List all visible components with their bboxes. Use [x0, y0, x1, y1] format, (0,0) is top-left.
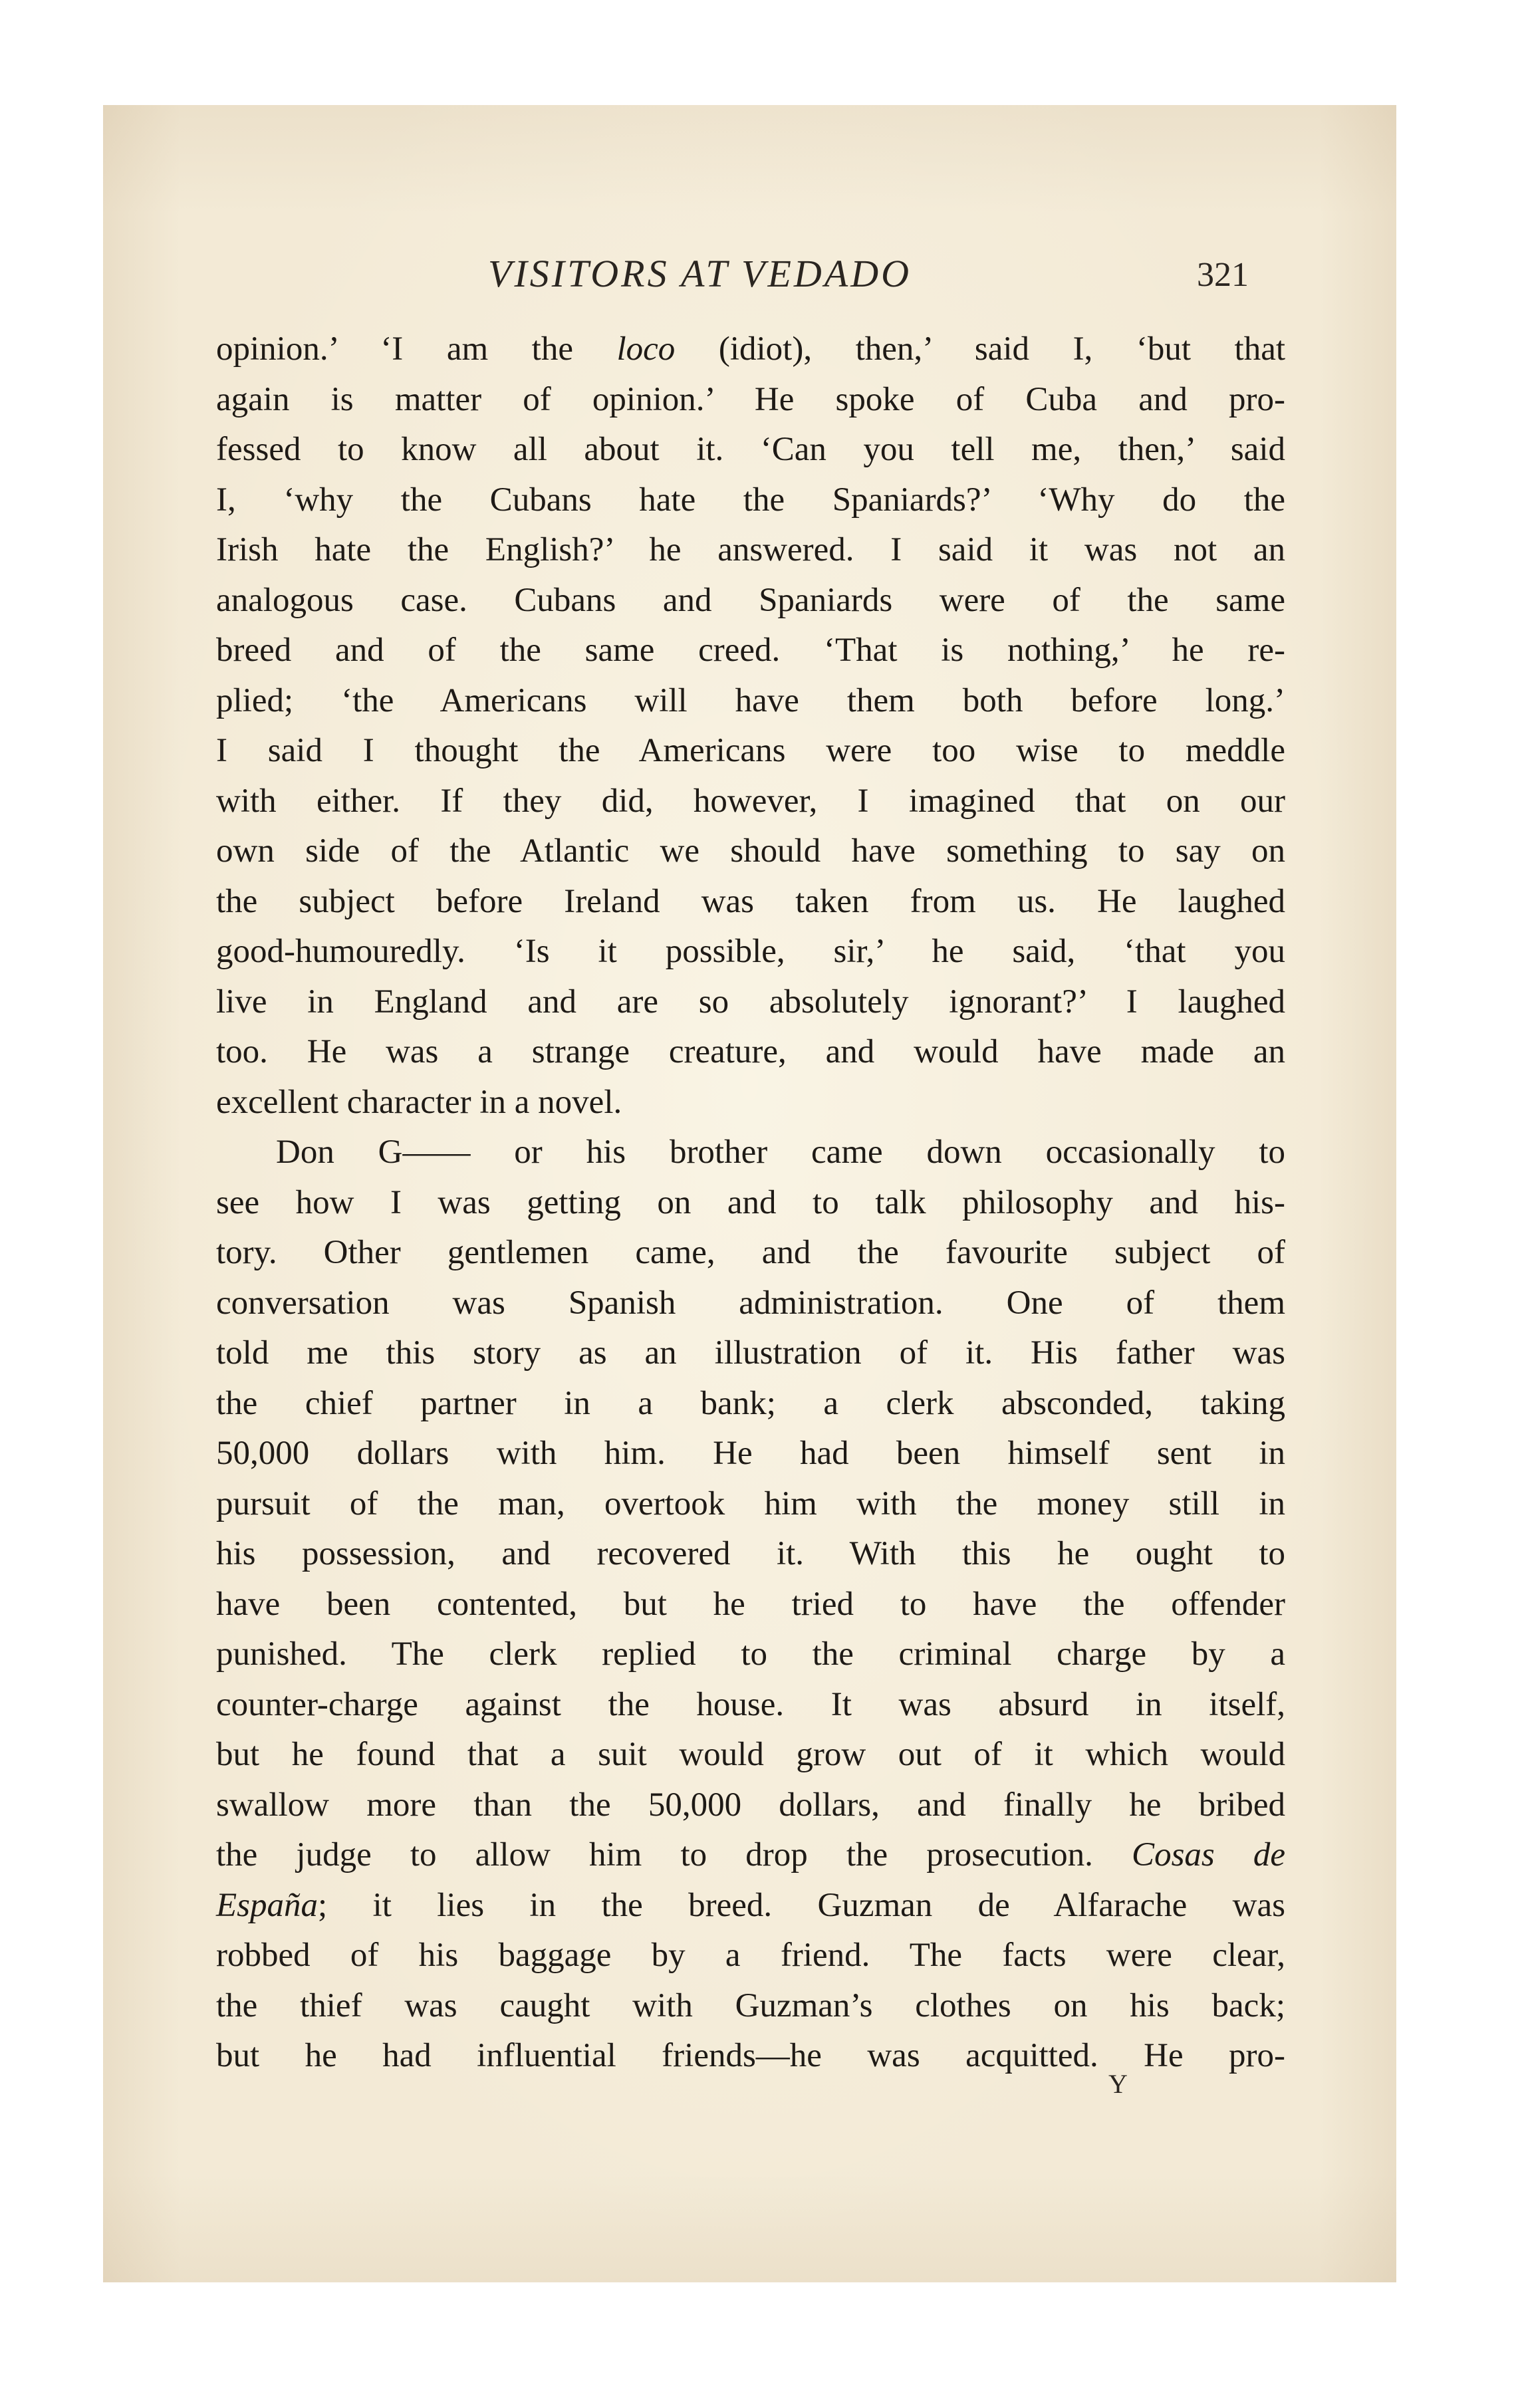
text-line: told me this story as an illustration of it. His father was — [216, 1334, 1285, 1372]
text-line: have been contented, but he tried to have the offender — [216, 1585, 1285, 1623]
text-line: again is matter of opinion.’ He spoke of Cuba and pro- — [216, 380, 1285, 418]
signature-mark: Y — [1108, 2069, 1128, 2099]
text-line: the subject before Ireland was taken from us. He laughed — [216, 882, 1285, 920]
text-line: tory. Other gentlemen came, and the favourite subject of — [216, 1234, 1285, 1271]
text-line: fessed to know all about it. ‘Can you tell me, then,’ said — [216, 431, 1285, 468]
body-text — [216, 324, 1285, 2082]
text-line: plied; ‘the Americans will have them both before long.’ — [216, 681, 1285, 719]
text-line: analogous case. Cubans and Spaniards were of the same — [216, 581, 1285, 619]
text-line: the thief was caught with Guzman’s clothes on his back; — [216, 1987, 1285, 2024]
text-line: too. He was a strange creature, and would have made an — [216, 1033, 1285, 1070]
text-line: I said I thought the Americans were too wise to meddle — [216, 732, 1285, 769]
text-line: I, ‘why the Cubans hate the Spaniards?’ ‘Why do the — [216, 481, 1285, 519]
text-line: the chief partner in a bank; a clerk absconded, taking — [216, 1384, 1285, 1422]
text-line: pursuit of the man, overtook him with the money still in — [216, 1485, 1285, 1522]
text-line: punished. The clerk replied to the criminal charge by a — [216, 1635, 1285, 1673]
book-page — [103, 105, 1396, 2282]
text-line: his possession, and recovered it. With this he ought to — [216, 1535, 1285, 1572]
text-line: see how I was getting on and to talk philosophy and his- — [216, 1183, 1285, 1221]
text-line: the judge to allow him to drop the prosecution. Cosas de — [216, 1836, 1286, 1873]
text-line: but he found that a suit would grow out of it which would — [216, 1736, 1285, 1773]
text-line: but he had influential friends—he was acquitted. He pro- — [216, 2037, 1285, 2074]
text-line: Irish hate the English?’ he answered. I said it was not an — [216, 531, 1285, 568]
paragraph-2 — [216, 1128, 1285, 2082]
text-line: breed and of the same creed. ‘That is nothing,’ he re- — [216, 632, 1285, 669]
page-header — [103, 251, 1396, 304]
text-line: own side of the Atlantic we should have something to say on — [216, 832, 1285, 870]
text-line: with either. If they did, however, I imagined that on our — [216, 782, 1285, 820]
text-line: good-humouredly. ‘Is it possible, sir,’ he said, ‘that you — [216, 933, 1285, 970]
text-line: 50,000 dollars with him. He had been himself sent in — [216, 1435, 1285, 1472]
text-line: Don G—— or his brother came down occasionally to — [276, 1134, 1285, 1171]
text-line: counter-charge against the house. It was absurd in itself, — [216, 1685, 1285, 1723]
text-line: España; it lies in the breed. Guzman de Alfarache was — [216, 1886, 1285, 1924]
text-line: swallow more than the 50,000 dollars, and finally he bribed — [216, 1786, 1285, 1824]
page-number: 321 — [1197, 256, 1249, 294]
text-line: opinion.’ ‘I am the loco (idiot), then,’ said I, ‘but that — [216, 330, 1285, 368]
text-line: conversation was Spanish administration. One of them — [216, 1284, 1285, 1322]
text-line: excellent character in a novel. — [216, 1083, 622, 1121]
paragraph-1 — [216, 324, 1285, 1128]
text-line: live in England and are so absolutely ignorant?’ I laughed — [216, 983, 1285, 1021]
running-head: VISITORS AT VEDADO — [488, 252, 912, 295]
text-line: robbed of his baggage by a friend. The facts were clear, — [216, 1937, 1285, 1974]
